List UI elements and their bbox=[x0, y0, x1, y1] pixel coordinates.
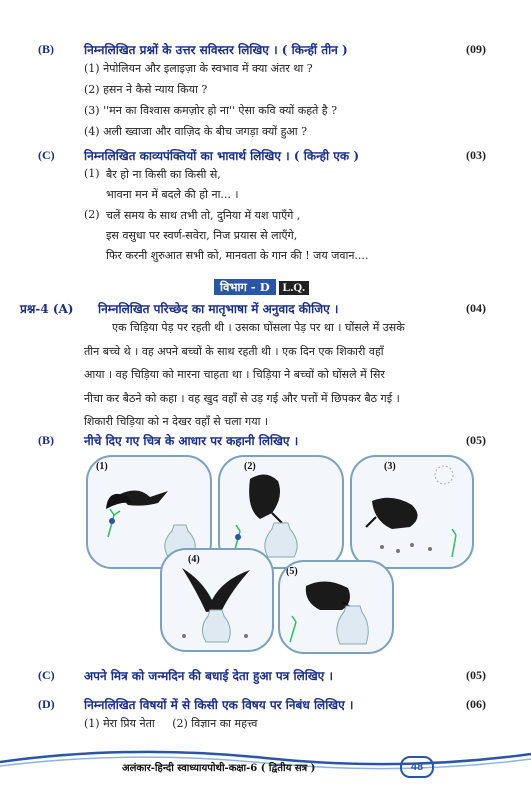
division-banner bbox=[214, 276, 309, 295]
q4b-marks: (05) bbox=[466, 433, 486, 447]
sec-b-marks: (09) bbox=[466, 42, 486, 56]
story-picture bbox=[278, 560, 394, 654]
poem-line: इस वसुधा पर स्वर्ण-सवेरा, निज प्रयास से लाएँगे, bbox=[106, 229, 298, 242]
story-picture bbox=[160, 548, 274, 652]
poem-line: बैर हो ना किसी का किसी से, bbox=[106, 168, 221, 181]
list-item: (4) अली ख्वाजा और वाज़िद के बीच जगड़ा क्यों हुआ ? bbox=[84, 125, 308, 138]
sec-c-heading: निम्नलिखित काव्यपंक्तियों का भावार्थ लिखिए । ( किन्ही एक ) bbox=[84, 149, 360, 163]
poem-line: चलें समय के साथ तभी तो, दुनिया में यश पाएँगे , bbox=[106, 209, 301, 222]
q4d-label: (D) bbox=[38, 697, 55, 711]
list-item: (1) नेपोलियन और इलाइज़ा के स्वभाव में क्या अंतर था ? bbox=[84, 62, 313, 75]
sec-c-label: (C) bbox=[38, 148, 55, 162]
picture-number: (3) bbox=[384, 461, 396, 472]
q4c-marks: (05) bbox=[466, 668, 486, 682]
q4a-label: प्रश्न-4 (A) bbox=[20, 302, 74, 316]
picture-number: (1) bbox=[96, 461, 108, 472]
list-item: (3) ''मन का विश्वास कमज़ोर हो ना'' ऐसा कवि क्यों कहते है ? bbox=[84, 104, 338, 117]
q4a-heading: निम्नलिखित परिच्छेद का मातृभाषा में अनुवाद कीजिए । bbox=[98, 302, 339, 316]
picture-number: (2) bbox=[244, 461, 256, 472]
q4c-heading: अपने मित्र को जन्मदिन की बधाई देता हुआ पत्र लिखिए । bbox=[84, 669, 333, 683]
poem-line: फिर करनी शुरुआत सभी को, मानवता के गान की ! जय जवान.... bbox=[106, 249, 369, 262]
story-picture bbox=[350, 455, 474, 569]
sec-b-heading: निम्नलिखित प्रश्नों के उत्तर सविस्तर लिखिए । ( किन्हीं तीन ) bbox=[84, 43, 348, 57]
essay-options: (1) मेरा प्रिय नेता (2) विज्ञान का महत्त्व bbox=[84, 717, 258, 730]
division-label: विभाग - D bbox=[214, 279, 276, 295]
q4d-marks: (06) bbox=[466, 697, 486, 711]
q4c-label: (C) bbox=[38, 668, 55, 682]
q4b-label: (B) bbox=[38, 433, 54, 447]
crow-pebbles-illustration bbox=[352, 457, 472, 567]
q4b-heading: नीचे दिए गए चित्र के आधार पर कहानी लिखिए । bbox=[84, 434, 299, 448]
picture-number: (4) bbox=[188, 554, 200, 565]
picture-number: (5) bbox=[286, 566, 298, 577]
crow-jug-illustration bbox=[162, 550, 272, 650]
poem-num: (1) bbox=[84, 167, 100, 180]
poem-line: भावना मन में बदले की हो ना... । bbox=[106, 188, 239, 201]
q4a-marks: (04) bbox=[466, 301, 486, 315]
footer-title: अलंकार-हिन्दी स्वाध्यायपोथी-कक्षा-6 ( द्वितीय सत्र ) bbox=[122, 763, 316, 774]
sec-b-label: (B) bbox=[38, 42, 54, 56]
q4d-heading: निम्नलिखित विषयों में से किसी एक विषय पर निबंध लिखिए । bbox=[84, 698, 354, 712]
paragraph: एक चिड़िया पेड़ पर रहती थी । उसका घोंसला पेड़ पर था । घोंसले में उसके तीन बच्चे थे । वह अपने बच्चों के साथ रहती थी । एक दिन एक शिकारी वहाँ आया । वह चिड़िया को मारना चाहता था । चिड़िया ने बच्चों को घोंसले में सिर नीचा कर बैठने को कहा । वह खुद वहाँ से उड़ गई और पत्तों में छिपकर बैठ गई । शिकारी चिड़िया को न देखर वहाँ से चला गया । bbox=[84, 321, 405, 428]
poem-num: (2) bbox=[84, 208, 100, 221]
page-number: 48 bbox=[400, 756, 434, 778]
lq-badge: L.Q. bbox=[279, 281, 309, 295]
list-item: (2) हसन ने कैसे न्याय किया ? bbox=[84, 83, 208, 96]
sec-c-marks: (03) bbox=[466, 148, 486, 162]
